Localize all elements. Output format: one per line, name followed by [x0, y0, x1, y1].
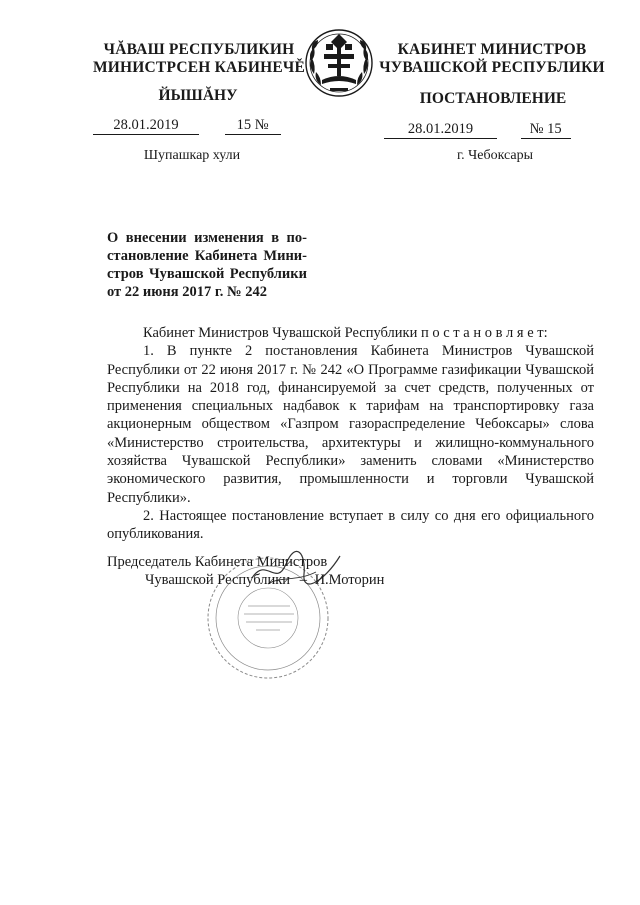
header-right-line2: ЧУВАШСКОЙ РЕСПУБЛИКИ — [379, 59, 605, 76]
header-right-org — [372, 41, 612, 77]
body-intro: Кабинет Министров Чувашской Республики п о с т а н о в л я е т: — [143, 325, 548, 341]
number-left: 15 № — [225, 117, 281, 135]
date-left: 28.01.2019 — [93, 117, 199, 135]
header-left-doctype: ЙЫШĂНУ — [158, 87, 238, 104]
signature-line1: Председатель Кабинета Министров — [107, 554, 328, 570]
header-right-doctype: ПОСТАНОВЛЕНИЕ — [419, 90, 567, 107]
header-right-line1: КАБИНЕТ МИНИСТРОВ — [397, 41, 587, 58]
date-left-row — [93, 117, 281, 135]
title-line3: стров Чувашской Республики — [107, 266, 307, 282]
date-right: 28.01.2019 — [384, 121, 497, 139]
place-left: Шупашкар хули — [143, 148, 241, 163]
header-left-org — [88, 41, 310, 77]
header-left-line2: МИНИСТРСЕН КАБИНЕЧĚ — [92, 59, 306, 76]
body-paragraph-2: 2. Настоящее постановление вступает в силу со дня его официального опубликования. — [107, 507, 594, 543]
title-line1: О внесении изменения в по- — [107, 230, 307, 246]
title-line4: от 22 июня 2017 г. № 242 — [107, 284, 267, 300]
signatory-name: И.Моторин — [314, 572, 385, 588]
coat-of-arms-icon — [302, 22, 376, 104]
title-line2: становление Кабинета Мини- — [107, 248, 307, 264]
date-right-row — [384, 121, 571, 139]
place-right: г. Чебоксары — [456, 148, 534, 163]
signature-line2-row — [145, 571, 384, 589]
number-right: № 15 — [521, 121, 571, 139]
body-paragraph-1: 1. В пункте 2 постановления Кабинета Министров Чувашской Республики от 22 июня 2017 г. № 242 «О Программе газификации Чувашской Республики на 2018 год, финансируемой за счет средств, полученных от применения специальных надбавок к тарифам на транспортировку газа акционерным обществом «Газпром газораспределение Чебоксары» слова «Министерство строительства, архитектуры и жилищно-коммунального хозяйства Чувашской Республики» заменить словами «Министерство экономического развития, промышленности и торговли Чувашской Республики». — [107, 343, 594, 506]
document-title — [107, 229, 307, 301]
signature-line2: Чувашской Республики — [145, 572, 291, 588]
signature-dash: – — [299, 572, 307, 588]
header-left-line1: ЧĂВАШ РЕСПУБЛИКИН — [103, 41, 295, 58]
document-body — [107, 324, 594, 544]
